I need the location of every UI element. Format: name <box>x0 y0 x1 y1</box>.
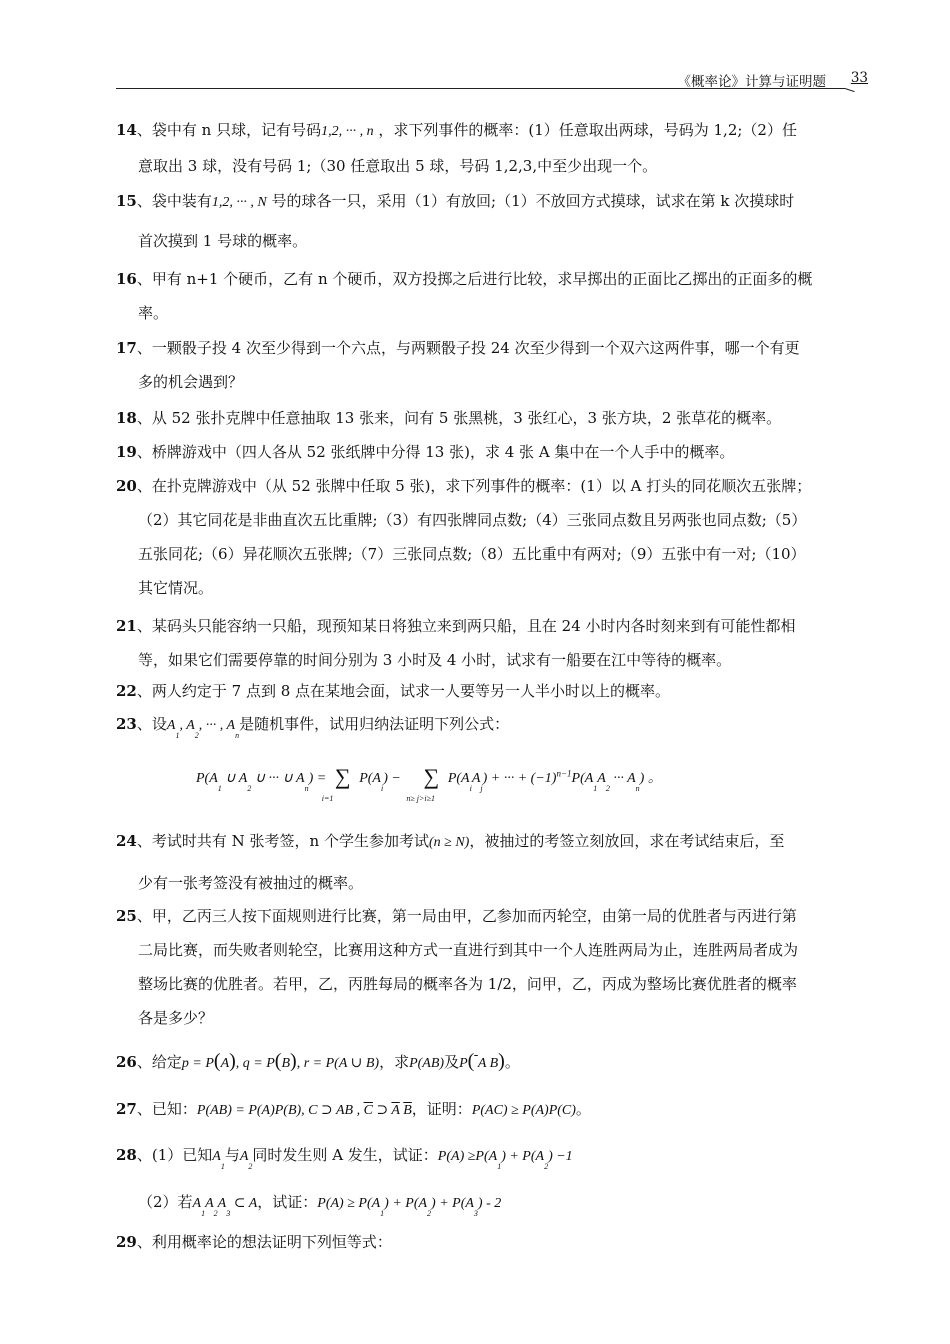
problem-23 <box>116 707 872 744</box>
problem-text: 、袋中有 n 只球，记有号码 <box>136 121 322 139</box>
problem-text: 、甲有 n+1 个硬币，乙有 n 个硬币，双方投掷之后进行比较，求早掷出的正面比乙掷出的正面多的概 <box>136 270 813 288</box>
math-expr: 1,2, ··· , n <box>321 124 374 139</box>
problem-text: （2）其它同花是非曲直次五比重牌;（3）有四张牌同点数;（4）三张同点数且另两张也同点数;（5） <box>138 511 807 529</box>
problem-text: 号的球各一只，采用（1）有放回;（1）不放回方式摸球，试求在第 k 次摸球时 <box>266 192 795 210</box>
problem-17 <box>116 331 872 399</box>
problem-text: 二局比赛，而失败者则轮空，比赛用这种方式一直进行到其中一个人连胜两局为止，连胜两局者成为 <box>138 941 799 959</box>
problem-text: 率。 <box>138 304 169 322</box>
problem-number: 25 <box>116 907 137 925</box>
math-expr: $A_1A_2A_3$ ⊂ A <box>192 1196 258 1218</box>
problem-number: 20 <box>116 477 137 495</box>
problem-number: 14 <box>116 121 137 139</box>
problem-text: ，求 <box>379 1053 410 1071</box>
problem-text: ，试证： <box>257 1193 318 1211</box>
problem-number: 18 <box>116 409 137 427</box>
problem-number: 19 <box>116 443 137 461</box>
problem-text: 其它情况。 <box>138 579 214 597</box>
math-expr: $A_1$ <box>212 1149 225 1171</box>
problem-number: 29 <box>116 1233 137 1251</box>
header-rule-tick <box>845 88 855 92</box>
problem-text: 、某码头只能容纳一只船，现预知某日将独立来到两只船，且在 24 小时内各时刻来到有可能性都相 <box>136 617 796 635</box>
problem-text: 、甲，乙丙三人按下面规则进行比赛，第一局由甲，乙参加而丙轮空，由第一局的优胜者与丙进行第 <box>136 907 797 925</box>
problem-text: 及 <box>444 1053 460 1071</box>
page-number: 33 <box>850 70 868 86</box>
math-expr: P(AC) ≥ P(A)P(C) <box>471 1103 576 1118</box>
problem-text: 意取出 3 球，没有号码 1;（30 任意取出 5 球，号码 1,2,3,中至少出现一个。 <box>138 157 658 175</box>
problem-text: （2）若 <box>138 1193 193 1211</box>
problem-number: 16 <box>116 270 137 288</box>
problem-text: 、袋中装有 <box>136 192 212 210</box>
problem-number: 17 <box>116 339 137 357</box>
problem-21 <box>116 609 872 677</box>
problem-text: ，证明： <box>411 1100 472 1118</box>
problem-number: 28 <box>116 1146 137 1164</box>
problem-19 <box>116 435 872 469</box>
formula-inclusion-exclusion: $P(A_1$ ∪ $A_2$ ∪ ··· ∪ $A_n$) = ∑ i=1 $P(A_i)$ − ∑ n≥ j>i≥1 $P(A_iA_j)$ + ··· + $(-1)^{n-1}P(A_1A_2$ ··· $A_n$) 。 <box>196 764 662 803</box>
problem-22 <box>116 674 872 708</box>
math-expr: (n ≥ N) <box>428 835 470 850</box>
problem-text: 是随机事件，试用归纳法证明下列公式： <box>239 715 510 733</box>
problem-text: 、给定 <box>136 1053 182 1071</box>
problem-text: 、在扑克牌游戏中（从 52 张牌中任取 5 张)，求下列事件的概率：(1）以 A 打头的同花顺次五张牌； <box>136 477 812 495</box>
math-expr: P( A B) <box>459 1050 505 1072</box>
problem-number: 15 <box>116 192 137 210</box>
problem-text: 整场比赛的优胜者。若甲，乙，丙胜每局的概率各为 1/2，问甲，乙，丙成为整场比赛优胜者的概率 <box>138 975 797 993</box>
problem-text: 多的机会遇到？ <box>138 373 244 391</box>
problem-text: 、一颗骰子投 4 次至少得到一个六点，与两颗骰子投 24 次至少得到一个双六这两件事，哪一个有更 <box>136 339 800 357</box>
problem-26 <box>116 1044 872 1081</box>
problem-28 <box>116 1138 872 1222</box>
problem-18 <box>116 401 872 435</box>
problem-number: 24 <box>116 832 137 850</box>
problem-text: 首次摸到 1 号球的概率。 <box>138 232 308 250</box>
math-expr: P(AB) <box>409 1056 445 1071</box>
problem-15 <box>116 184 872 258</box>
math-expr: $A_1$, $A_2$, ··· , $A_n$ <box>166 718 240 740</box>
problem-24 <box>116 824 872 900</box>
problem-text: ，被抽过的考签立刻放回，求在考试结束后，至 <box>469 832 785 850</box>
math-expr: $P(A) \ge P(A_1) + P(A_2) + P(A_3) - 2$ <box>317 1196 502 1218</box>
problem-number: 22 <box>116 682 137 700</box>
problem-25 <box>116 899 872 1035</box>
problem-number: 26 <box>116 1053 137 1071</box>
problem-16 <box>116 262 872 330</box>
page-header <box>116 68 872 90</box>
problem-text: ，求下列事件的概率：(1）任意取出两球，号码为 1,2;（2）任 <box>373 121 797 139</box>
problem-text: 、桥牌游戏中（四人各从 52 张纸牌中分得 13 张)，求 4 张 A 集中在一个人手中的概率。 <box>136 443 735 461</box>
problem-27 <box>116 1092 872 1128</box>
header-title: 《概率论》计算与证明题 <box>677 74 826 90</box>
math-expr: $P(A) \ge P(A_1) + P(A_2) -1$ <box>437 1149 573 1171</box>
problem-text: 。 <box>575 1100 591 1118</box>
problem-number: 23 <box>116 715 137 733</box>
problem-text: 同时发生则 A 发生，试证： <box>252 1146 438 1164</box>
problem-text: 等，如果它们需要停靠的时间分别为 3 小时及 4 小时，试求有一船要在江中等待的概率。 <box>138 651 732 669</box>
math-expr: 1,2, ··· , N <box>211 195 267 210</box>
math-expr: p = P(A), q = P(B), r = P(A ∪ B) <box>181 1050 380 1072</box>
problem-text: 。 <box>504 1053 520 1071</box>
problem-text: 、从 52 张扑克牌中任意抽取 13 张来，问有 5 张黑桃，3 张红心，3 张方块，2 张草花的概率。 <box>136 409 782 427</box>
problem-text: 、设 <box>136 715 167 733</box>
problem-text: 、(1）已知 <box>136 1146 213 1164</box>
problem-text: 、已知： <box>136 1100 197 1118</box>
problem-number: 27 <box>116 1100 137 1118</box>
math-expr: $A_2$ <box>239 1149 253 1171</box>
problem-text: 、利用概率论的想法证明下列恒等式： <box>136 1233 392 1251</box>
problem-14 <box>116 113 872 183</box>
problem-29 <box>116 1225 872 1259</box>
problem-text: 各是多少？ <box>138 1009 214 1027</box>
problem-text: 、考试时共有 N 张考签，n 个学生参加考试 <box>136 832 429 850</box>
problem-text: 少有一张考签没有被抽过的概率。 <box>138 874 364 892</box>
problem-20 <box>116 469 872 605</box>
problem-text: 、两人约定于 7 点到 8 点在某地会面，试求一人要等另一人半小时以上的概率。 <box>136 682 671 700</box>
header-rule <box>116 88 845 89</box>
problem-text: 五张同花;（6）异花顺次五张牌;（7）三张同点数;（8）五比重中有两对;（9）五张中有一对;（10） <box>138 545 806 563</box>
math-expr: P(AB) = P(A)P(B), C ⊃ AB , $\overline{C}$ ⊃ $\overline{A}$ $\overline{B}$ <box>196 1103 412 1118</box>
problem-text: 与 <box>224 1146 240 1164</box>
problem-number: 21 <box>116 617 137 635</box>
